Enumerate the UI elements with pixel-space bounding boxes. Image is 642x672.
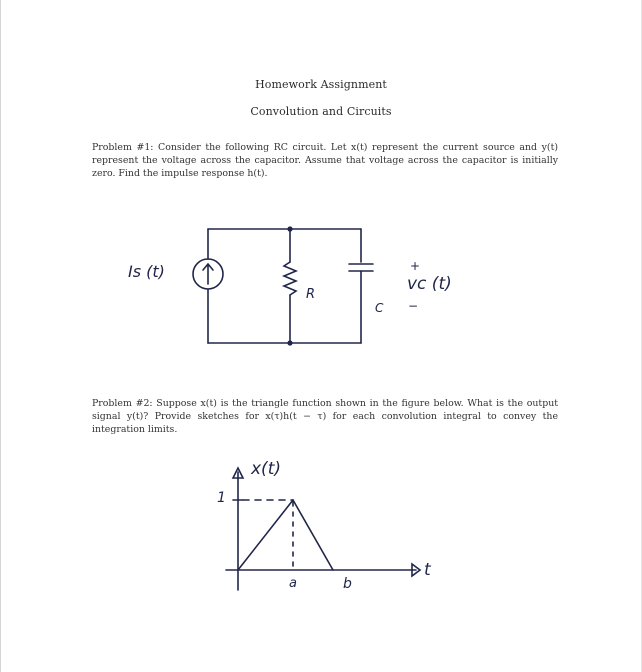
node-dot-bottom <box>287 340 292 345</box>
x-axis-label: t <box>424 560 431 580</box>
y-axis-arrowhead <box>233 468 243 478</box>
capacitor-voltage-label: vc (t) <box>407 274 452 294</box>
problem-2-text: Problem #2: Suppose x(t) is the triangle function shown in the figure below. What is the output signal y(t)? Provide sketches for x(τ)h(t − τ) for each convolution integral to convey the integration limits. <box>92 398 558 436</box>
capacitor-label: C <box>375 301 384 315</box>
x-tick-b-label: b <box>343 576 352 592</box>
x-axis-arrowhead <box>412 564 420 576</box>
page-left-border <box>0 0 1 672</box>
current-source-label: Is (t) <box>128 262 165 281</box>
document-subtitle: Convolution and Circuits <box>250 105 392 118</box>
resistor-label: R <box>306 287 316 302</box>
plus-sign: + <box>410 259 421 273</box>
current-source-arrow <box>203 264 213 284</box>
minus-sign: − <box>408 299 419 313</box>
problem-1-text: Problem #1: Consider the following RC circuit. Let x(t) represent the current source and y(t) represent the voltage across the capacitor. Assume that voltage across the capacitor is initially zero. Find the impulse response h(t). <box>92 142 558 180</box>
x-tick-a-label: a <box>289 576 297 591</box>
triangle-left-edge <box>238 500 293 570</box>
current-source-symbol <box>193 259 223 289</box>
y-tick-label: 1 <box>217 490 226 506</box>
triangle-right-edge <box>293 500 333 570</box>
resistor-zigzag <box>284 262 296 295</box>
document-title: Homework Assignment <box>255 78 387 91</box>
node-dot-top <box>287 226 292 231</box>
y-axis-label: x(t) <box>251 459 281 479</box>
